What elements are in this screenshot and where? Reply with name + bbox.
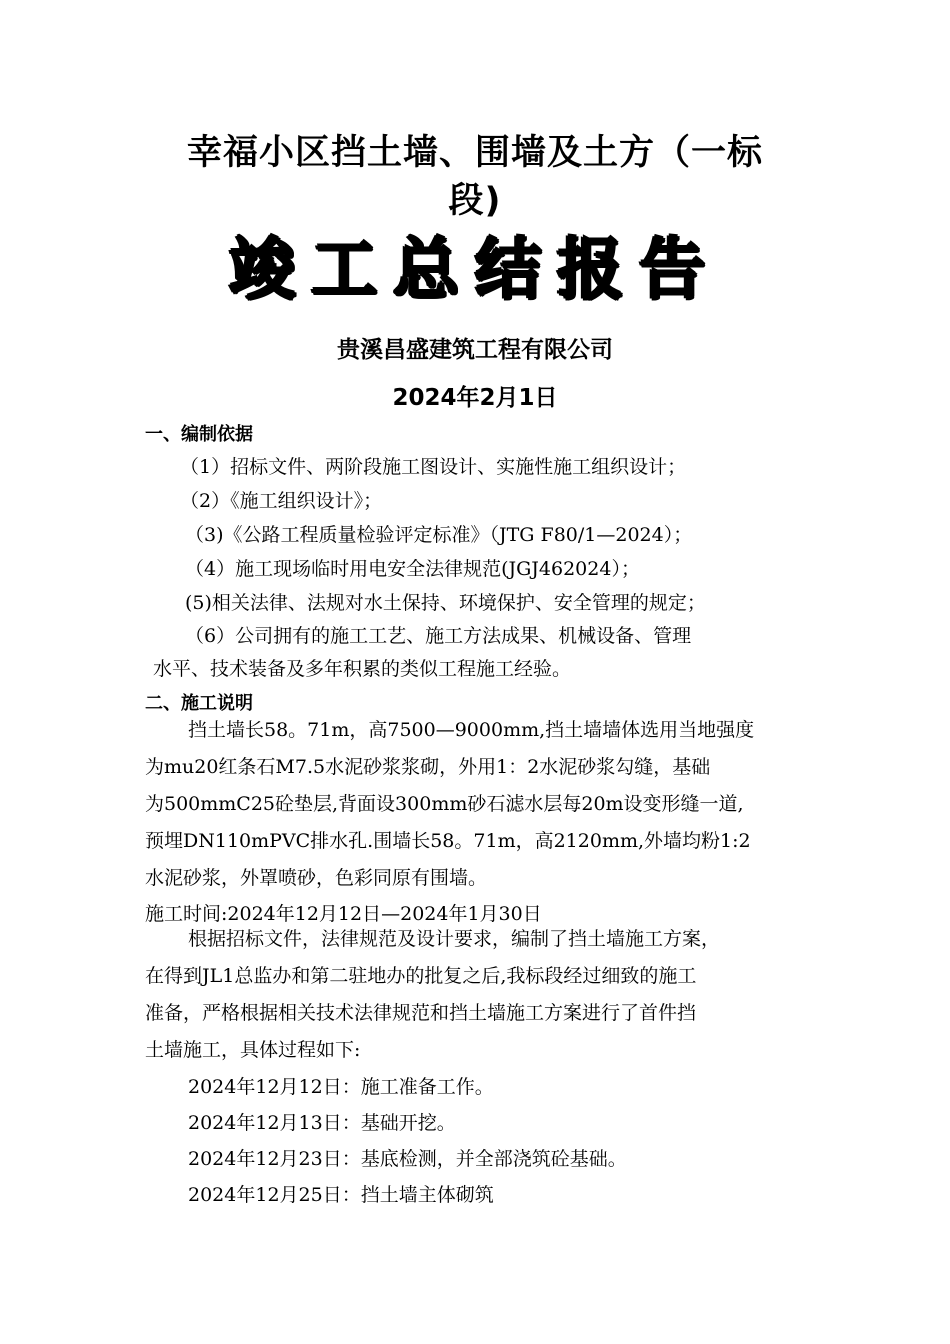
basis-item-2: （2）《施工组织设计》；	[180, 490, 383, 512]
basis-item-4: （4）施工现场临时用电安全法律规范(JGJ462024）；	[185, 558, 640, 580]
section-2-heading: 二、施工说明	[145, 693, 253, 714]
basis-item-3: （3)《公路工程质量检验评定标准》（JTG F80/1—2024）；	[185, 524, 693, 546]
basis-item-1: （1）招标文件、两阶段施工图设计、实施性施工组织设计；	[180, 456, 687, 478]
company-name: 贵溪昌盛建筑工程有限公司	[337, 337, 613, 363]
procedure-line-4: 土墙施工，具体过程如下:	[145, 1039, 361, 1061]
document-title-line-1: 幸福小区挡土墙、围墙及土方（一标	[186, 133, 763, 173]
procedure-line-1: 根据招标文件，法律规范及设计要求，编制了挡土墙施工方案，	[188, 928, 721, 950]
description-line-2: 为mu20红条石M7.5水泥砂浆浆砌，外用1：2水泥砂浆勾缝，基础	[145, 756, 711, 778]
procedure-line-2: 在得到JL1总监办和第二驻地办的批复之后,我标段经过细致的施工	[145, 965, 697, 987]
basis-item-5: (5)相关法律、法规对水土保持、环境保护、安全管理的规定；	[185, 592, 706, 614]
basis-item-6-continued: 水平、技术装备及多年积累的类似工程施工经验。	[153, 658, 572, 680]
main-report-title: 竣工总结报告	[229, 231, 721, 308]
description-line-3: 为500mmC25砼垫层,背面设300mm砂石滤水层每20m设变形缝一道,	[145, 793, 744, 815]
timeline-entry-4: 2024年12月25日：挡土墙主体砌筑	[188, 1184, 494, 1206]
timeline-entry-2: 2024年12月13日：基础开挖。	[188, 1112, 456, 1134]
timeline-entry-1: 2024年12月12日：施工准备工作。	[188, 1076, 494, 1098]
description-line-5: 水泥砂浆，外罩喷砂，色彩同原有围墙。	[145, 867, 488, 889]
timeline-entry-3: 2024年12月23日：基底检测，并全部浇筑砼基础。	[188, 1148, 627, 1170]
procedure-line-3: 准备，严格根据相关技术法律规范和挡土墙施工方案进行了首件挡	[145, 1002, 697, 1024]
description-line-4: 预埋DN110mPVC排水孔.围墙长58。71m，高2120mm,外墙均粉1:2	[145, 830, 751, 852]
report-date: 2024年2月1日	[392, 385, 558, 411]
document-title-line-2: 段)	[448, 181, 502, 221]
section-1-heading: 一、编制依据	[145, 424, 253, 445]
description-line-1: 挡土墙长58。71m，高7500—9000mm,挡土墙墙体选用当地强度	[188, 719, 755, 741]
construction-time: 施工时间:2024年12月12日—2024年1月30日	[145, 903, 542, 925]
basis-item-6: （6）公司拥有的施工工艺、施工方法成果、机械设备、管理	[185, 625, 692, 647]
